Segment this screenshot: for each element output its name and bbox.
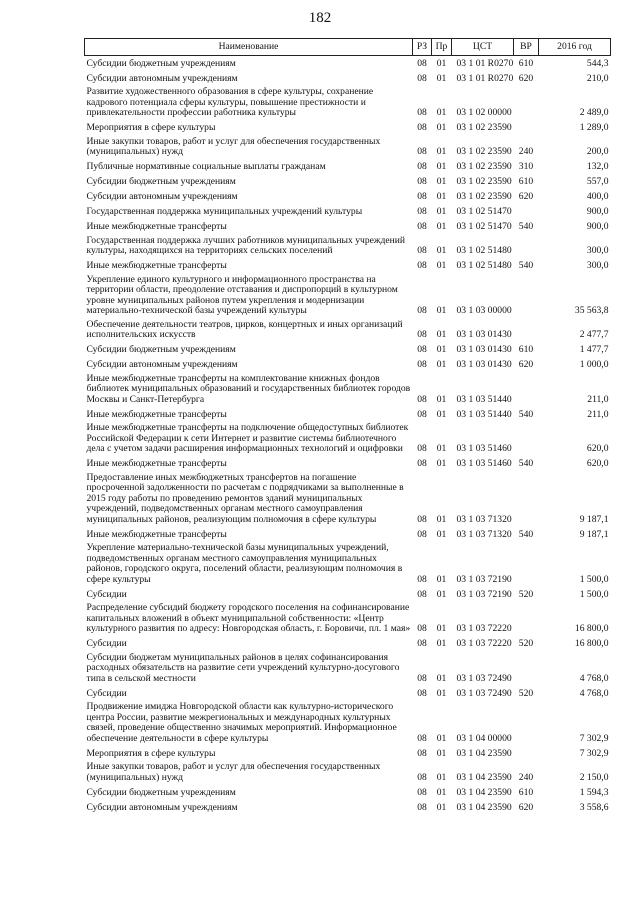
row-vr — [514, 121, 539, 136]
table-row — [85, 175, 611, 190]
table-row — [85, 457, 611, 472]
table-row — [85, 746, 611, 761]
row-rz: 08 — [417, 260, 427, 271]
row-cst: 03 1 02 23590 — [456, 176, 512, 187]
row-vr: 310 — [518, 161, 534, 172]
row-pr: 01 — [436, 161, 447, 172]
row-name: Государственная поддержка лучших работников муниципальных учреждений культуры, находящихся на территориях сельских поселений — [86, 234, 406, 256]
row-amount: 4 768,0 — [579, 672, 609, 684]
row-pr: 01 — [436, 329, 447, 340]
row-name: Распределение субсидий бюджету городского поселения на софинансирование капитальных вложений в объект муниципальной собственности: «Центр культурного развития по адресу: Новгородская область, г. Боровичи, пл. 1 мая» — [86, 602, 411, 634]
row-cst: 03 1 03 51460 — [456, 458, 512, 469]
row-name: Субсидии автономным учреждениям — [86, 359, 238, 370]
row-pr: 01 — [436, 443, 447, 454]
row-rz: 08 — [417, 687, 427, 699]
row-rz: 08 — [417, 513, 427, 525]
row-rz: 08 — [417, 305, 427, 316]
row-name: Мероприятия в сфере культуры — [86, 122, 216, 133]
row-amount: 200,0 — [586, 146, 609, 157]
row-rz: 08 — [417, 57, 427, 69]
table-row — [85, 358, 611, 373]
table-row — [85, 422, 611, 457]
row-amount: 2 150,0 — [579, 771, 609, 783]
row-cst: 03 1 03 71320 — [456, 513, 512, 525]
row-amount: 1 500,0 — [579, 588, 609, 600]
row-name: Субсидии бюджетным учреждениям — [86, 176, 236, 187]
row-cst: 03 1 02 51470 — [456, 221, 512, 232]
row-name: Иные межбюджетные трансферты — [86, 408, 227, 420]
table-row — [85, 190, 611, 205]
row-pr: 01 — [436, 513, 447, 525]
row-vr — [514, 86, 539, 121]
row-cst: 03 1 03 01430 — [456, 329, 512, 340]
row-amount: 7 302,9 — [579, 732, 609, 744]
row-pr: 01 — [436, 771, 447, 783]
row-cst: 03 1 02 23590 — [456, 161, 512, 172]
row-cst: 03 1 03 72220 — [456, 638, 512, 649]
row-pr: 01 — [436, 245, 447, 256]
row-vr: 620 — [518, 191, 534, 202]
row-vr: 620 — [518, 801, 534, 813]
row-amount: 9 187,1 — [579, 513, 609, 525]
row-cst: 03 1 03 72220 — [456, 623, 512, 634]
table-row — [85, 160, 611, 175]
row-rz: 08 — [417, 638, 427, 649]
row-vr — [514, 235, 539, 259]
row-rz: 08 — [417, 801, 427, 813]
row-pr: 01 — [436, 408, 447, 420]
row-amount: 16 800,0 — [574, 623, 609, 634]
row-cst: 03 1 04 23590 — [456, 771, 512, 783]
column-header-name: Наименование — [85, 39, 413, 56]
row-name: Обеспечение деятельности театров, цирков, концертных и иных организаций исполнительских искусств — [86, 318, 403, 340]
table-row — [85, 56, 611, 72]
row-cst: 03 1 01 R0270 — [456, 72, 514, 84]
row-rz: 08 — [417, 672, 427, 684]
row-cst: 03 1 02 51480 — [456, 245, 512, 256]
row-vr: 620 — [518, 72, 534, 84]
row-pr: 01 — [436, 801, 447, 813]
row-pr: 01 — [436, 221, 447, 232]
row-name: Укрепление единого культурного и информационного пространства на территории области, преодоление отставания и диспропорций в культурном уровне муниципальных районов путем укрепления и модернизации материально-технической базы учреждений культуры — [86, 273, 398, 316]
row-pr: 01 — [436, 672, 447, 684]
row-amount: 620,0 — [586, 458, 609, 469]
row-name: Субсидии автономным учреждениям — [86, 191, 238, 202]
table-row — [85, 686, 611, 701]
row-vr: 540 — [518, 260, 534, 271]
row-vr: 240 — [518, 771, 534, 783]
row-cst: 03 1 03 72190 — [456, 573, 512, 585]
row-cst: 03 1 02 23590 — [456, 122, 512, 133]
table-row — [85, 701, 611, 746]
row-rz: 08 — [417, 573, 427, 585]
row-name: Субсидии — [86, 588, 127, 600]
row-vr: 240 — [518, 146, 534, 157]
table-row — [85, 274, 611, 319]
row-rz: 08 — [417, 122, 427, 133]
row-amount: 9 187,1 — [579, 528, 609, 540]
row-name: Развитие художественного образования в сфере культуры, сохранение кадрового потенциала сферы культуры, повышение престижности и привлекательности профессии работника культуры — [86, 86, 374, 118]
table-row — [85, 373, 611, 408]
row-rz: 08 — [417, 359, 427, 370]
row-rz: 08 — [417, 245, 427, 256]
row-name: Предоставление иных межбюджетных трансфертов на погашение просроченной задолженности по расчетам с подрядчиками за выполненные в 2015 году работы по проведению ремонтов зданий муниципальных учреждений, подведомственных органам местного самоуправления муниципальных районов, реализующим полномочия в сфере культуры — [86, 471, 404, 525]
row-rz: 08 — [417, 176, 427, 187]
row-name: Государственная поддержка муниципальных учреждений культуры — [86, 206, 363, 217]
row-rz: 08 — [417, 408, 427, 420]
column-header-vr: ВР — [514, 39, 539, 56]
table-row — [85, 761, 611, 785]
row-pr: 01 — [436, 344, 447, 355]
row-pr: 01 — [436, 747, 447, 759]
table-row — [85, 602, 611, 637]
row-cst: 03 1 03 01430 — [456, 344, 512, 355]
row-rz: 08 — [417, 443, 427, 454]
row-amount: 400,0 — [586, 191, 609, 202]
row-name: Субсидии — [86, 638, 127, 649]
row-vr — [514, 652, 539, 687]
row-vr: 540 — [518, 458, 534, 469]
column-header-pr: Пр — [432, 39, 452, 56]
row-vr: 620 — [518, 359, 534, 370]
row-pr: 01 — [436, 72, 447, 84]
row-rz: 08 — [417, 771, 427, 783]
row-amount: 3 558,6 — [579, 801, 609, 813]
table-row — [85, 343, 611, 358]
row-rz: 08 — [417, 344, 427, 355]
row-amount: 2 477,7 — [579, 329, 609, 340]
table-row — [85, 235, 611, 259]
row-amount: 620,0 — [586, 443, 609, 454]
budget-table — [84, 38, 611, 815]
row-cst: 03 1 04 23590 — [456, 801, 512, 813]
table-row — [85, 205, 611, 220]
column-header-cst: ЦСТ — [452, 39, 514, 56]
row-rz: 08 — [417, 732, 427, 744]
row-vr — [514, 205, 539, 220]
row-amount: 4 768,0 — [579, 687, 609, 699]
row-amount: 900,0 — [586, 206, 609, 217]
row-pr: 01 — [436, 359, 447, 370]
row-cst: 03 1 02 00000 — [456, 107, 512, 118]
row-pr: 01 — [436, 393, 447, 405]
row-vr — [514, 542, 539, 587]
row-name: Иные межбюджетные трансферты на подключение общедоступных библиотек Российской Федерации к сети Интернет и развитие системы библиотечного дела с учетом задачи расширения информационных технологий и оцифровки — [86, 422, 409, 454]
row-rz: 08 — [417, 72, 427, 84]
row-rz: 08 — [417, 528, 427, 540]
table-row — [85, 587, 611, 602]
row-rz: 08 — [417, 221, 427, 232]
row-cst: 03 1 03 72190 — [456, 588, 512, 600]
row-vr — [514, 602, 539, 637]
row-vr: 520 — [518, 687, 534, 699]
row-vr — [514, 746, 539, 761]
table-row — [85, 527, 611, 542]
row-vr: 610 — [518, 786, 534, 798]
row-amount: 211,0 — [587, 393, 609, 405]
row-cst: 03 1 01 R0270 — [456, 57, 514, 69]
row-vr — [514, 274, 539, 319]
row-rz: 08 — [417, 588, 427, 600]
row-amount: 1 289,0 — [579, 122, 609, 133]
row-name: Субсидии — [86, 687, 127, 699]
row-vr: 520 — [518, 588, 534, 600]
table-row — [85, 259, 611, 274]
row-amount: 1 594,3 — [579, 786, 609, 798]
row-pr: 01 — [436, 638, 447, 649]
row-name: Иные межбюджетные трансферты — [86, 221, 227, 232]
row-name: Субсидии бюджетным учреждениям — [86, 344, 236, 355]
row-pr: 01 — [436, 191, 447, 202]
row-pr: 01 — [436, 786, 447, 798]
row-vr — [514, 701, 539, 746]
row-vr — [514, 422, 539, 457]
row-name: Иные закупки товаров, работ и услуг для обеспечения государственных (муниципальных) нужд — [86, 761, 381, 783]
table-row — [85, 220, 611, 235]
row-vr: 540 — [518, 408, 534, 420]
table-row — [85, 136, 611, 160]
row-amount: 1 477,7 — [579, 344, 609, 355]
table-row — [85, 800, 611, 815]
row-cst: 03 1 02 23590 — [456, 191, 512, 202]
table-row — [85, 319, 611, 343]
row-amount: 544,3 — [586, 57, 609, 69]
row-pr: 01 — [436, 146, 447, 157]
row-name: Продвижение имиджа Новгородской области как культурно-исторического центра России, развитие межрегиональных и международных культурных связей, проведение общественно значимых мероприятий. Информационное обеспечение деятельности в сфере культуры — [86, 701, 397, 744]
table-row — [85, 542, 611, 587]
row-cst: 03 1 04 23590 — [456, 786, 512, 798]
row-vr: 610 — [518, 176, 534, 187]
row-cst: 03 1 03 72490 — [456, 672, 512, 684]
row-pr: 01 — [436, 458, 447, 469]
row-vr — [514, 373, 539, 408]
row-name: Публичные нормативные социальные выплаты гражданам — [86, 161, 326, 172]
table-row — [85, 71, 611, 86]
row-pr: 01 — [436, 732, 447, 744]
table-row — [85, 121, 611, 136]
row-cst: 03 1 02 51470 — [456, 206, 512, 217]
row-name: Мероприятия в сфере культуры — [86, 747, 216, 759]
row-pr: 01 — [436, 687, 447, 699]
row-rz: 08 — [417, 146, 427, 157]
row-cst: 03 1 03 51460 — [456, 443, 512, 454]
row-rz: 08 — [417, 107, 427, 118]
row-name: Укрепление материально-технической базы муниципальных учреждений, подведомственных органам местного самоуправления муниципальных районов, городского округа, поселений области, реализующим полномочия в сфере культуры — [86, 542, 403, 585]
row-name: Субсидии бюджетным учреждениям — [86, 786, 236, 798]
row-amount: 35 563,8 — [574, 305, 609, 316]
row-pr: 01 — [436, 122, 447, 133]
row-amount: 210,0 — [586, 72, 609, 84]
row-name: Субсидии автономным учреждениям — [86, 72, 238, 84]
row-vr — [514, 319, 539, 343]
row-vr: 540 — [518, 528, 534, 540]
row-cst: 03 1 02 51480 — [456, 260, 512, 271]
row-name: Иные межбюджетные трансферты на комплектование книжных фондов библиотек муниципальных образований и государственных библиотек городов Москвы и Санкт-Петербурга — [86, 372, 411, 405]
row-amount: 300,0 — [586, 245, 609, 256]
row-rz: 08 — [417, 458, 427, 469]
row-cst: 03 1 03 72490 — [456, 687, 512, 699]
row-name: Иные закупки товаров, работ и услуг для обеспечения государственных (муниципальных) нужд — [86, 135, 381, 157]
row-cst: 03 1 04 23590 — [456, 747, 512, 759]
row-vr: 540 — [518, 221, 534, 232]
row-pr: 01 — [436, 588, 447, 600]
row-cst: 03 1 03 00000 — [456, 305, 512, 316]
row-amount: 16 800,0 — [574, 638, 609, 649]
row-amount: 1 500,0 — [579, 573, 609, 585]
row-pr: 01 — [436, 528, 447, 540]
column-header-rz: РЗ — [413, 39, 432, 56]
row-rz: 08 — [417, 786, 427, 798]
row-rz: 08 — [417, 329, 427, 340]
row-rz: 08 — [417, 747, 427, 759]
row-cst: 03 1 03 71320 — [456, 528, 512, 540]
table-row — [85, 407, 611, 422]
row-name: Иные межбюджетные трансферты — [86, 528, 227, 540]
row-amount: 900,0 — [586, 221, 609, 232]
row-rz: 08 — [417, 161, 427, 172]
column-header-year: 2016 год — [539, 39, 611, 56]
row-vr — [514, 472, 539, 528]
row-amount: 1 000,0 — [579, 359, 609, 370]
row-amount: 2 489,0 — [579, 107, 609, 118]
row-pr: 01 — [436, 305, 447, 316]
table-body — [85, 56, 611, 816]
row-pr: 01 — [436, 206, 447, 217]
row-pr: 01 — [436, 260, 447, 271]
row-pr: 01 — [436, 57, 447, 69]
row-amount: 557,0 — [586, 176, 609, 187]
row-name: Иные межбюджетные трансферты — [86, 458, 227, 469]
table-header — [85, 39, 611, 56]
row-cst: 03 1 02 23590 — [456, 146, 512, 157]
row-vr: 520 — [518, 638, 534, 649]
row-amount: 211,0 — [587, 408, 609, 420]
table-row — [85, 472, 611, 528]
table-row — [85, 652, 611, 687]
row-cst: 03 1 04 00000 — [456, 732, 512, 744]
row-amount: 300,0 — [586, 260, 609, 271]
row-rz: 08 — [417, 623, 427, 634]
row-pr: 01 — [436, 623, 447, 634]
table-row — [85, 86, 611, 121]
row-pr: 01 — [436, 573, 447, 585]
row-cst: 03 1 03 51440 — [456, 408, 512, 420]
row-name: Субсидии автономным учреждениям — [86, 801, 238, 813]
row-rz: 08 — [417, 206, 427, 217]
table-row — [85, 637, 611, 652]
row-pr: 01 — [436, 107, 447, 118]
row-vr: 610 — [518, 344, 534, 355]
row-name: Субсидии бюджетам муниципальных районов в целях софинансирования расходных обязательств на развитие сети учреждений культурно-досугового типа в сельской местности — [86, 651, 400, 684]
row-pr: 01 — [436, 176, 447, 187]
row-rz: 08 — [417, 191, 427, 202]
row-name: Субсидии бюджетным учреждениям — [86, 57, 236, 69]
page-number: 182 — [308, 10, 332, 26]
row-cst: 03 1 03 51440 — [456, 393, 512, 405]
row-amount: 7 302,9 — [579, 747, 609, 759]
row-vr: 610 — [518, 57, 534, 69]
table-row — [85, 785, 611, 800]
row-cst: 03 1 03 01430 — [456, 359, 512, 370]
row-rz: 08 — [417, 393, 427, 405]
row-amount: 132,0 — [586, 161, 609, 172]
row-name: Иные межбюджетные трансферты — [86, 260, 227, 271]
